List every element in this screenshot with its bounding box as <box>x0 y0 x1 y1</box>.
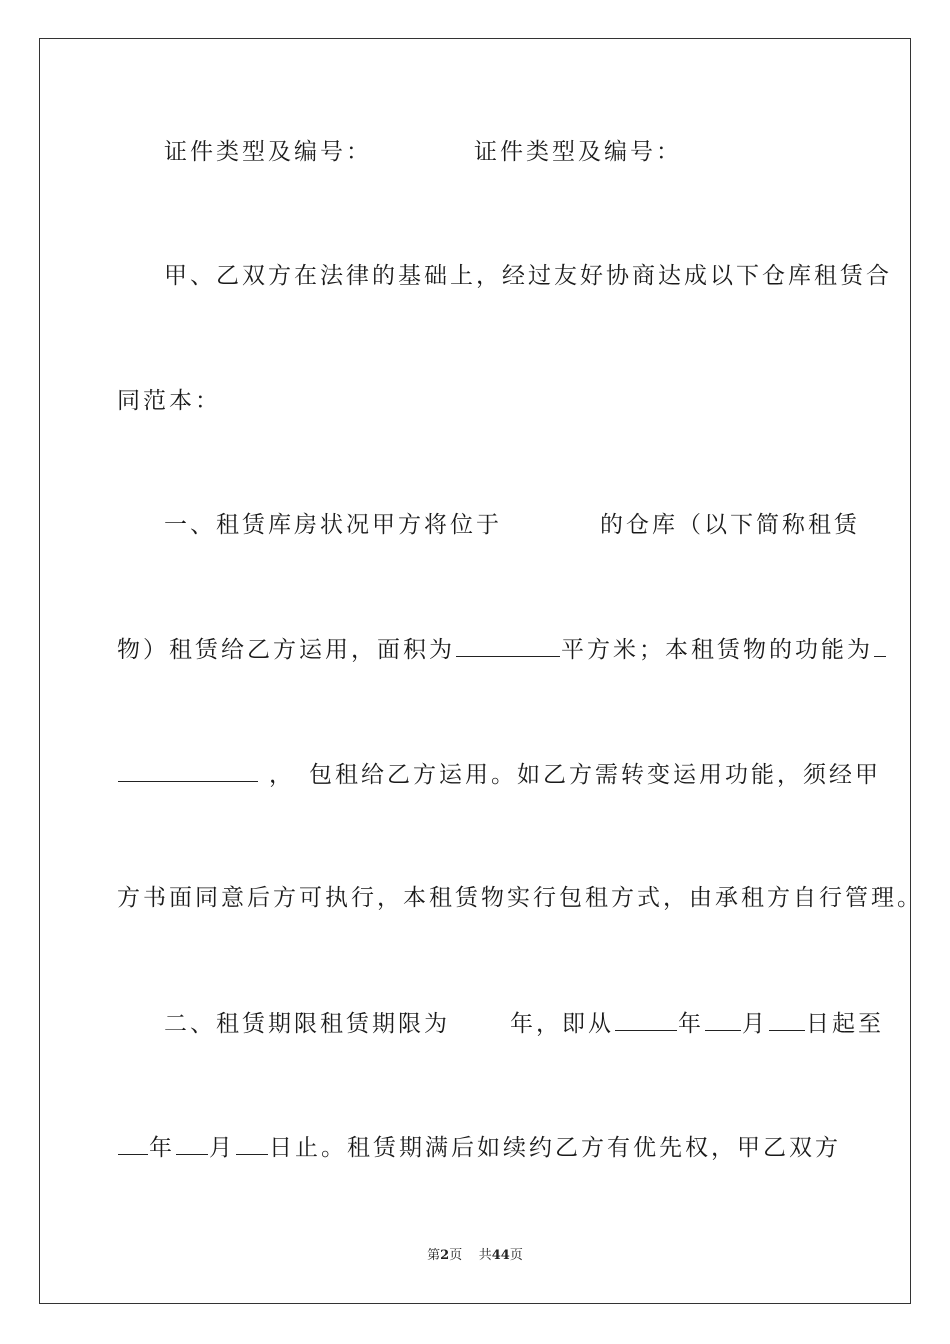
clause-2-text-b: 年，即从 <box>510 1011 614 1037</box>
function-blank <box>118 759 258 782</box>
id-type-label-party-a: 证件类型及编号： <box>164 139 372 165</box>
clause-1-text-e: ， <box>269 762 295 788</box>
start-year-blank <box>615 1008 677 1031</box>
doc-line-5 <box>117 634 887 665</box>
clause-2-year-label: 年 <box>678 1011 704 1037</box>
doc-line-8 <box>164 1008 884 1039</box>
end-year-blank <box>118 1132 148 1155</box>
clause-2-end-month-label: 月 <box>209 1135 235 1161</box>
doc-line-6 <box>117 759 881 790</box>
clause-1-text-c: 物）租赁给乙方运用，面积为 <box>117 637 455 663</box>
doc-line-7 <box>117 883 923 913</box>
id-type-label-party-b: 证件类型及编号： <box>474 139 682 165</box>
total-suffix: 页 <box>509 1248 523 1263</box>
clause-2-month-label: 月 <box>742 1011 768 1037</box>
page-prefix: 第 <box>427 1248 441 1263</box>
total-page-count: 44 <box>491 1248 510 1263</box>
clause-2-end-year-label: 年 <box>149 1135 175 1161</box>
start-month-blank <box>705 1008 741 1031</box>
total-prefix: 共 <box>478 1248 492 1263</box>
page-frame <box>39 38 911 1304</box>
clause-1-text-b: 的仓库（以下简称租赁 <box>600 512 860 538</box>
clause-1-text-g: 方书面同意后方可执行，本租赁物实行包租方式，由承租方自行管理。 <box>117 885 923 911</box>
end-month-blank <box>176 1132 208 1155</box>
current-page-number: 2 <box>440 1248 450 1263</box>
doc-line-3 <box>117 386 221 416</box>
page-footer <box>0 1246 950 1266</box>
intro-text-continued: 同范本： <box>117 388 221 414</box>
start-day-blank <box>769 1008 805 1031</box>
clause-2-text-d: 日止。租赁期满后如续约乙方有优先权，甲乙双方 <box>269 1135 841 1161</box>
page-suffix: 页 <box>449 1248 463 1263</box>
clause-2-text-a: 二、租赁期限租赁期限为 <box>164 1011 450 1037</box>
intro-text: 甲、乙双方在法律的基础上，经过友好协商达成以下仓库租赁合 <box>164 263 892 289</box>
doc-line-2 <box>164 261 892 291</box>
end-day-blank <box>236 1132 268 1155</box>
doc-line-9 <box>117 1132 841 1163</box>
clause-1-text-a: 一、租赁库房状况甲方将位于 <box>164 512 502 538</box>
doc-line-4 <box>164 510 860 540</box>
function-blank-start <box>874 634 886 657</box>
clause-1-text-f: 包租给乙方运用。如乙方需转变运用功能，须经甲 <box>309 762 881 788</box>
doc-line-1 <box>164 137 682 167</box>
clause-2-text-c: 日起至 <box>806 1011 884 1037</box>
area-blank <box>456 634 560 657</box>
clause-1-text-d: 平方米；本租赁物的功能为 <box>561 637 873 663</box>
